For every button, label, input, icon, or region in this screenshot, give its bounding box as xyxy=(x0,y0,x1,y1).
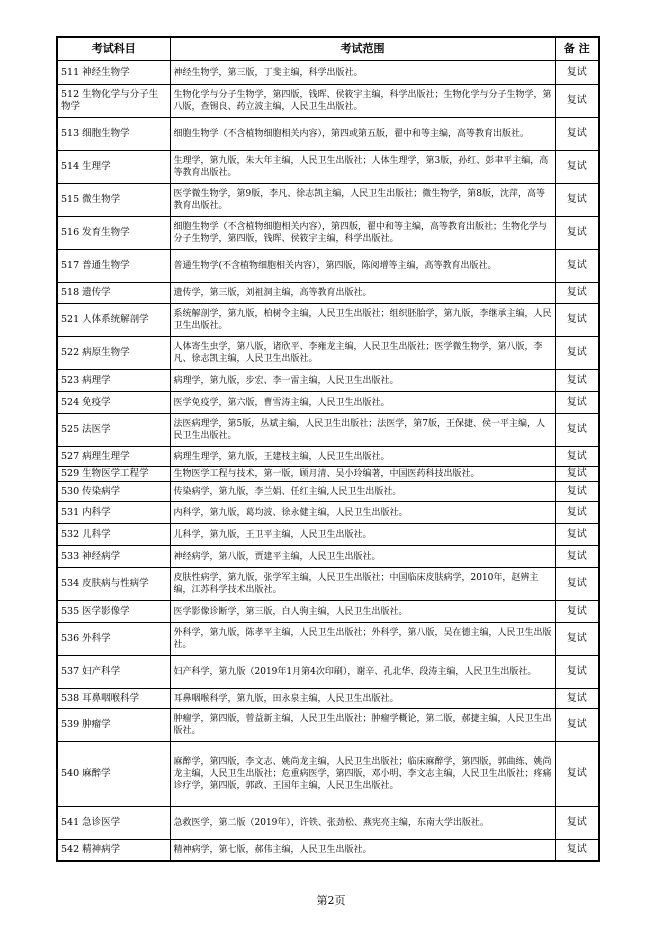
row-subject: 532 儿科学 xyxy=(57,524,170,546)
table-row xyxy=(57,250,599,283)
table-row xyxy=(57,568,599,601)
row-scope: 急救医学，第二版（2019年），许铁、张劲松、燕宪亮主编，东南大学出版社。 xyxy=(170,807,555,840)
row-subject: 523 病理学 xyxy=(57,370,170,392)
row-note: 复试 xyxy=(555,689,599,709)
table-row xyxy=(57,283,599,304)
row-subject: 530 传染病学 xyxy=(57,482,170,502)
table-row xyxy=(57,61,599,85)
row-subject: 533 神经病学 xyxy=(57,546,170,568)
row-scope: 人体寄生虫学，第八版，诸欣平、李雍龙主编，人民卫生出版社；医学微生物学，第八版，李凡、徐志凯主编，人民卫生出版社。 xyxy=(170,337,555,370)
row-scope: 细胞生物学（不含植物细胞相关内容），第四或第五版，翟中和等主编，高等教育出版社。 xyxy=(170,118,555,151)
row-note: 复试 xyxy=(555,85,599,118)
row-note: 复试 xyxy=(555,807,599,840)
table-row xyxy=(57,467,599,482)
row-subject: 534 皮肤病与性病学 xyxy=(57,568,170,601)
row-scope: 传染病学，第九版，李兰娟、任红主编,人民卫生出版社。 xyxy=(170,482,555,502)
row-note: 复试 xyxy=(555,601,599,623)
row-scope: 麻醉学，第四版，李文志、姚尚龙主编，人民卫生出版社；临床麻醉学，第四版，郭曲练、姚尚龙主编，人民卫生出版社；危重病医学，第四版，邓小明、李文志主编，人民卫生出版社；疼痛诊疗学，第四版，郭政、王国年主编，人民卫生出版社。 xyxy=(170,742,555,807)
table-row xyxy=(57,623,599,656)
row-note: 复试 xyxy=(555,392,599,414)
row-scope: 医学影像诊断学，第三版，白人驹主编，人民卫生出版社。 xyxy=(170,601,555,623)
table-row xyxy=(57,840,599,861)
header-subject: 考试科目 xyxy=(57,37,170,61)
table-row xyxy=(57,482,599,502)
row-scope: 遗传学，第三版，刘祖洞主编，高等教育出版社。 xyxy=(170,283,555,304)
row-note: 复试 xyxy=(555,184,599,217)
row-note: 复试 xyxy=(555,623,599,656)
row-scope: 法医病理学，第5版，丛斌主编，人民卫生出版社；法医学，第7版，王保捷、侯一平主编，人民卫生出版社。 xyxy=(170,414,555,447)
row-scope: 病理生理学，第九版，王建枝主编，人民卫生出版社。 xyxy=(170,447,555,467)
row-scope: 细胞生物学（不含植物细胞相关内容），第四版，翟中和等主编，高等教育出版社；生物化学与分子生物学，第四版，钱晖、侯筱宇主编，科学出版社。 xyxy=(170,217,555,250)
page-number: 第2页 xyxy=(316,894,346,907)
row-note: 复试 xyxy=(555,524,599,546)
row-subject: 512 生物化学与分子生物学 xyxy=(57,85,170,118)
table-row xyxy=(57,601,599,623)
table-row xyxy=(57,447,599,467)
row-subject: 524 免疫学 xyxy=(57,392,170,414)
table-row xyxy=(57,502,599,524)
table-row xyxy=(57,414,599,447)
row-note: 复试 xyxy=(555,118,599,151)
row-scope: 神经生物学，第三版，丁斐主编，科学出版社。 xyxy=(170,61,555,85)
row-scope: 肿瘤学，第四版，曾益新主编，人民卫生出版社；肿瘤学概论，第二版，郝捷主编，人民卫生出版社。 xyxy=(170,709,555,742)
row-note: 复试 xyxy=(555,370,599,392)
row-note: 复试 xyxy=(555,482,599,502)
row-subject: 537 妇产科学 xyxy=(57,656,170,689)
table-row xyxy=(57,742,599,807)
row-note: 复试 xyxy=(555,337,599,370)
row-note: 复试 xyxy=(555,447,599,467)
row-note: 复试 xyxy=(555,546,599,568)
row-subject: 522 病原生物学 xyxy=(57,337,170,370)
table-row xyxy=(57,709,599,742)
row-note: 复试 xyxy=(555,304,599,337)
row-subject: 511 神经生物学 xyxy=(57,61,170,85)
row-note: 复试 xyxy=(555,217,599,250)
row-note: 复试 xyxy=(555,151,599,184)
header-row xyxy=(57,37,599,61)
row-subject: 518 遗传学 xyxy=(57,283,170,304)
header-scope: 考试范围 xyxy=(170,37,555,61)
row-subject: 525 法医学 xyxy=(57,414,170,447)
row-scope: 儿科学，第九版，王卫平主编，人民卫生出版社。 xyxy=(170,524,555,546)
row-subject: 539 肿瘤学 xyxy=(57,709,170,742)
table-row xyxy=(57,689,599,709)
row-scope: 系统解剖学，第九版，柏树令主编，人民卫生出版社；组织胚胎学，第九版，李继承主编，人民卫生出版社。 xyxy=(170,304,555,337)
table-row xyxy=(57,304,599,337)
row-note: 复试 xyxy=(555,414,599,447)
row-scope: 皮肤性病学，第九版，张学军主编，人民卫生出版社；中国临床皮肤病学，2010年，赵辨主编，江苏科学技术出版社。 xyxy=(170,568,555,601)
row-subject: 536 外科学 xyxy=(57,623,170,656)
row-subject: 538 耳鼻咽喉科学 xyxy=(57,689,170,709)
row-scope: 精神病学，第七版，郝伟主编，人民卫生出版社。 xyxy=(170,840,555,861)
row-note: 复试 xyxy=(555,656,599,689)
row-note: 复试 xyxy=(555,742,599,807)
table-row xyxy=(57,370,599,392)
row-note: 复试 xyxy=(555,709,599,742)
row-subject: 535 医学影像学 xyxy=(57,601,170,623)
row-subject: 513 细胞生物学 xyxy=(57,118,170,151)
row-note: 复试 xyxy=(555,467,599,482)
table-row xyxy=(57,151,599,184)
table-row xyxy=(57,546,599,568)
row-scope: 普通生物学(不含植物细胞相关内容），第四版，陈阅增等主编，高等教育出版社。 xyxy=(170,250,555,283)
row-subject: 527 病理生理学 xyxy=(57,447,170,467)
row-subject: 541 急诊医学 xyxy=(57,807,170,840)
row-scope: 生理学，第九版，朱大年主编，人民卫生出版社；人体生理学，第3版，孙红、彭聿平主编，高等教育出版社。 xyxy=(170,151,555,184)
row-scope: 耳鼻咽喉科学，第九版，田永泉主编，人民卫生出版社。 xyxy=(170,689,555,709)
table-row xyxy=(57,118,599,151)
table-row xyxy=(57,807,599,840)
row-note: 复试 xyxy=(555,283,599,304)
row-note: 复试 xyxy=(555,840,599,861)
row-scope: 医学微生物学，第9版，李凡、徐志凯主编，人民卫生出版社；微生物学，第8版，沈萍，高等教育出版社。 xyxy=(170,184,555,217)
row-note: 复试 xyxy=(555,502,599,524)
row-scope: 生物医学工程与技术，第一版，顾月清、吴小玲编著，中国医药科技出版社。 xyxy=(170,467,555,482)
row-subject: 529 生物医学工程学 xyxy=(57,467,170,482)
table-row xyxy=(57,656,599,689)
row-scope: 妇产科学，第九版（2019年1月第4次印刷），谢辛、孔北华、段涛主编，人民卫生出版社。 xyxy=(170,656,555,689)
exam-scope-table xyxy=(56,36,600,862)
row-note: 复试 xyxy=(555,61,599,85)
row-subject: 516 发育生物学 xyxy=(57,217,170,250)
row-scope: 神经病学，第八版，贾建平主编，人民卫生出版社。 xyxy=(170,546,555,568)
row-subject: 540 麻醉学 xyxy=(57,742,170,807)
row-subject: 517 普通生物学 xyxy=(57,250,170,283)
header-note: 备 注 xyxy=(555,37,599,61)
row-subject: 521 人体系统解剖学 xyxy=(57,304,170,337)
table-row xyxy=(57,217,599,250)
row-note: 复试 xyxy=(555,568,599,601)
table-row xyxy=(57,184,599,217)
row-subject: 514 生理学 xyxy=(57,151,170,184)
table-row xyxy=(57,85,599,118)
row-scope: 医学免疫学，第六版，曹雪涛主编，人民卫生出版社。 xyxy=(170,392,555,414)
row-scope: 外科学，第九版，陈孝平主编，人民卫生出版社；外科学，第八版，吴在德主编，人民卫生出版社。 xyxy=(170,623,555,656)
row-subject: 542 精神病学 xyxy=(57,840,170,861)
row-scope: 病理学，第九版，步宏、李一雷主编，人民卫生出版社。 xyxy=(170,370,555,392)
table-row xyxy=(57,392,599,414)
row-subject: 531 内科学 xyxy=(57,502,170,524)
row-note: 复试 xyxy=(555,250,599,283)
row-scope: 生物化学与分子生物学，第四版，钱晖、侯筱宇主编，科学出版社；生物化学与分子生物学，第八版，查锡良、药立波主编，人民卫生出版社。 xyxy=(170,85,555,118)
table-row xyxy=(57,524,599,546)
table-row xyxy=(57,337,599,370)
row-subject: 515 微生物学 xyxy=(57,184,170,217)
row-scope: 内科学，第九版，葛均波、徐永健主编，人民卫生出版社。 xyxy=(170,502,555,524)
